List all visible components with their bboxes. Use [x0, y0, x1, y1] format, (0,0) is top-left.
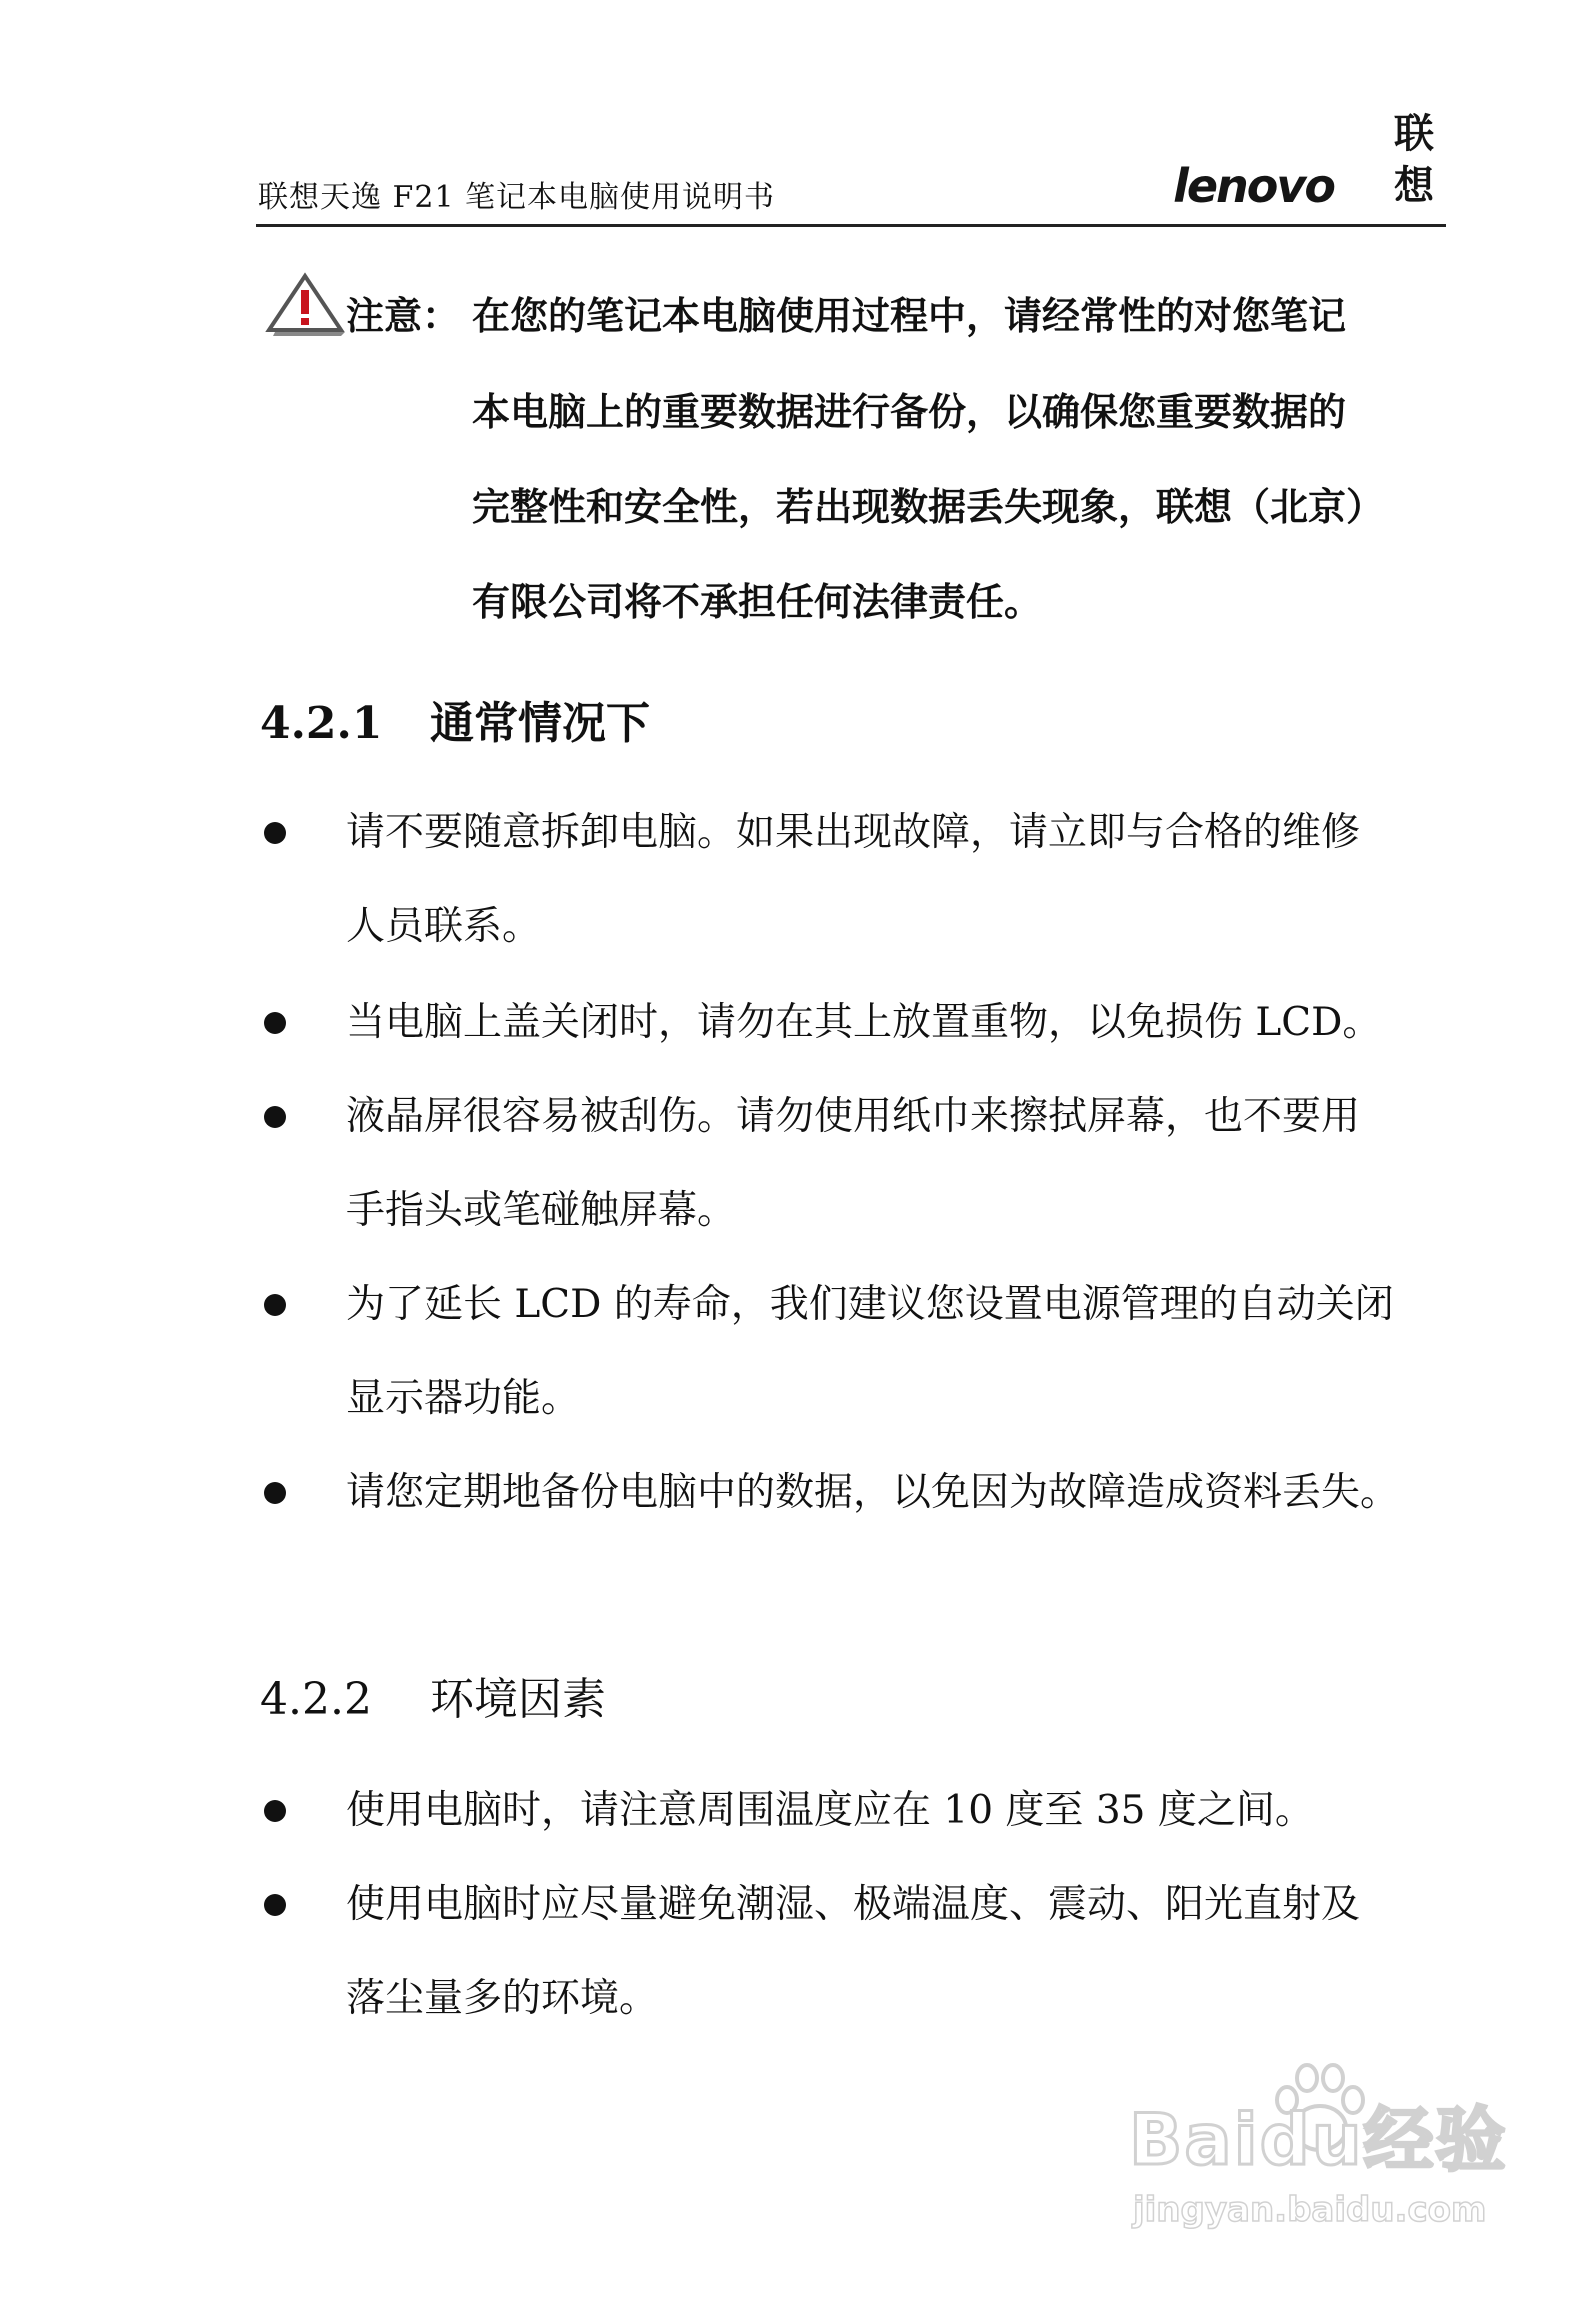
logo-latin-text: lenovo — [1173, 159, 1334, 213]
bullet-icon — [264, 1482, 286, 1504]
list-item-text: 使用电脑时应尽量避免潮湿、极端温度、震动、阳光直射及 — [346, 1882, 1361, 1927]
bullet-icon — [264, 1894, 286, 1916]
list-item-text: 人员联系。 — [346, 904, 542, 949]
list-item-text: 落尘量多的环境。 — [346, 1976, 659, 2021]
list-item-text: 手指头或笔碰触屏幕。 — [346, 1188, 737, 1233]
bullet-icon — [264, 1012, 286, 1034]
logo-cjk-text: 联想 — [1394, 111, 1434, 209]
section-title: 环境因素 — [430, 1674, 606, 1725]
bullet-icon — [264, 1106, 286, 1128]
list-item-text: 液晶屏很容易被刮伤。请勿使用纸巾来擦拭屏幕，也不要用 — [346, 1094, 1361, 1139]
note-line: 在您的笔记本电脑使用过程中，请经常性的对您笔记 — [472, 294, 1347, 338]
warning-triangle-icon — [261, 270, 351, 340]
section-number: 4.2.1 — [260, 698, 383, 749]
list-item-text: 请不要随意拆卸电脑。如果出现故障，请立即与合格的维修 — [346, 810, 1361, 855]
bullet-icon — [264, 822, 286, 844]
list-item-text: 为了延长 LCD 的寿命，我们建议您设置电源管理的自动关闭 — [346, 1282, 1394, 1327]
section-number: 4.2.2 — [260, 1674, 372, 1725]
list-item-text: 当电脑上盖关闭时，请勿在其上放置重物，以免损伤 LCD。 — [346, 1000, 1382, 1045]
bullet-icon — [264, 1800, 286, 1822]
list-item-text: 显示器功能。 — [346, 1376, 581, 1421]
watermark-url: jingyan.baidu.com — [1133, 2190, 1487, 2230]
list-item-text: 请您定期地备份电脑中的数据，以免因为故障造成资料丢失。 — [346, 1470, 1400, 1515]
watermark-text: Baidu经验 — [1129, 2099, 1508, 2181]
bullet-icon — [264, 1294, 286, 1316]
note-line: 完整性和安全性，若出现数据丢失现象，联想（北京） — [472, 485, 1385, 529]
document-title: 联想天逸 F21 笔记本电脑使用说明书 — [258, 180, 776, 215]
page-header — [256, 111, 1446, 227]
section-title: 通常情况下 — [430, 698, 650, 749]
note-line: 本电脑上的重要数据进行备份，以确保您重要数据的 — [472, 390, 1347, 434]
note-line: 有限公司将不承担任何法律责任。 — [472, 580, 1043, 624]
list-item-text: 使用电脑时，请注意周围温度应在 10 度至 35 度之间。 — [346, 1788, 1314, 1833]
note-label: 注意： — [346, 294, 461, 338]
baidu-watermark — [1115, 2060, 1515, 2250]
